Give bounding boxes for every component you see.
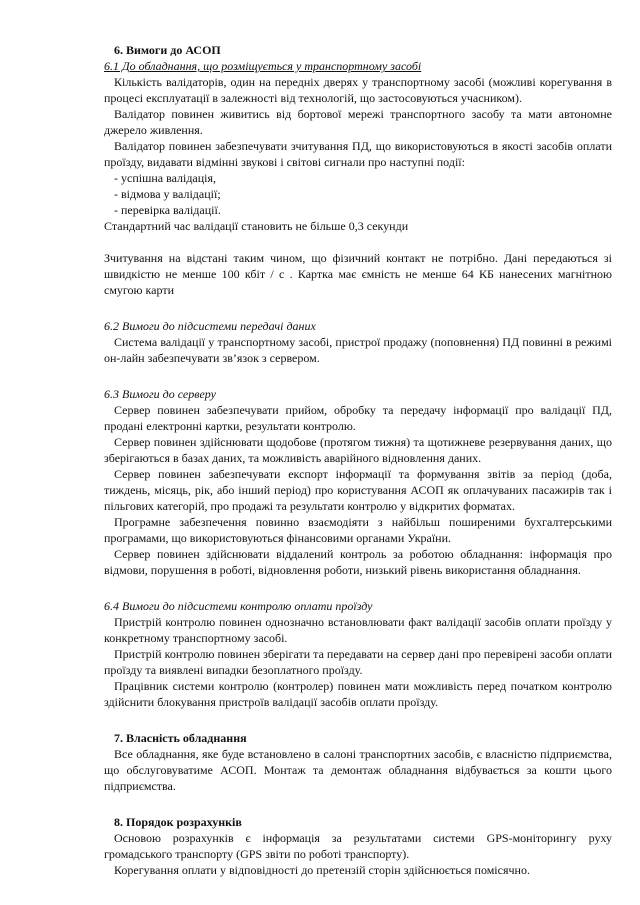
paragraph-validator-power: Валідатор повинен живитись від бортової мережі транспортного засобу та мати автономне джерело живлення. — [104, 107, 612, 137]
paragraph-reading-distance: Зчитування на відстані таким чином, що фізичний контакт не потрібно. Дані передаються зі швидкістю не менше 100 кбіт / с . Картка має ємність не менше 64 КБ нанесених магнітною смугою карти — [104, 251, 612, 297]
section-7-heading: 7. Власність обладнання — [114, 731, 247, 745]
section-8-heading: 8. Порядок розрахунків — [114, 815, 242, 829]
subsection-6-1-heading: 6.1 До обладнання, що розміщується у транспортному засобі — [104, 59, 422, 73]
list-item: - перевірка валідації. — [114, 203, 221, 217]
paragraph-payment-adjustment: Корегування оплати у відповідності до претензій сторін здійснюється помісячно. — [114, 863, 530, 877]
paragraph-controller-blocking: Працівник системи контролю (контролер) повинен мати можливість перед початком контролю здійснити блокування пристроїв валідації засобів оплати проїзду. — [104, 679, 612, 709]
paragraph-server-processing: Сервер повинен забезпечувати прийом, обробку та передачу інформації про валідації ПД, продані електронні картки, результати контролю. — [104, 403, 612, 433]
section-6-heading: 6. Вимоги до АСОП — [114, 43, 221, 57]
paragraph-software-integration: Програмне забезпечення повинно взаємодіяти з найбільш поширеними бухгалтерськими програмами, що використовуються фінансовими органами України. — [104, 515, 612, 545]
paragraph-validator-count: Кількість валідаторів, один на передніх дверях у транспортному засобі (можливі корегування в процесі експлуатації в залежності від технологій, що застосовуються учасником). — [104, 75, 612, 105]
list-item: - відмова у валідації; — [114, 187, 221, 201]
validation-events-list — [104, 170, 612, 218]
paragraph-server-backup: Сервер повинен здійснювати щодобове (протягом тижня) та щотижневе резервування даних, що зберігаються в базах даних, та можливість аварійного відновлення даних. — [104, 435, 612, 465]
paragraph-settlement-basis: Основою розрахунків є інформація за результатами системи GPS-моніторингу руху громадського транспорту (GPS звіти по роботі транспорту). — [104, 831, 612, 861]
paragraph-server-export: Сервер повинен забезпечувати експорт інформації та формування звітів за період (доба, тиждень, місяць, рік, або інший період) про користування АСОП як оплачуваних пасажирів так і пільгових категорій, про продажі та результати контролю у відкритих форматах. — [104, 467, 612, 513]
paragraph-remote-monitoring: Сервер повинен здійснювати віддалений контроль за роботою обладнання: інформація про відмови, порушення в роботі, відновлення роботи, низький рівень використання обладнання. — [104, 547, 612, 577]
paragraph-control-storage: Пристрій контролю повинен зберігати та передавати на сервер дані про перевірені засоби оплати проїзду та виявлені випадки безоплатного проїзду. — [104, 647, 612, 677]
paragraph-validator-reading: Валідатор повинен забезпечувати зчитування ПД, що використовуються в якості засобів оплати проїзду, видавати відмінні звукові і світові сигнали про наступні події: — [104, 139, 612, 169]
paragraph-equipment-ownership: Все обладнання, яке буде встановлено в салоні транспортних засобів, є власністю підприємства, що обслуговуватиме АСОП. Монтаж та демонтаж обладнання відбувається за кошти цього підприємства. — [104, 747, 612, 793]
paragraph-data-transfer: Система валідації у транспортному засобі, пристрої продажу (поповнення) ПД повинні в режимі он-лайн забезпечувати зв’язок з сервером. — [104, 335, 612, 365]
paragraph-validation-time: Стандартний час валідації становить не більше 0,3 секунди — [104, 219, 409, 233]
list-item: - успішна валідація, — [114, 171, 217, 185]
subsection-6-3-heading: 6.3 Вимоги до серверу — [104, 387, 216, 401]
paragraph-control-device: Пристрій контролю повинен однозначно встановлювати факт валідації засобів оплати проїзду у конкретному транспортному засобі. — [104, 615, 612, 645]
subsection-6-2-heading: 6.2 Вимоги до підсистеми передачі даних — [104, 319, 316, 333]
subsection-6-4-heading: 6.4 Вимоги до підсистеми контролю оплати проїзду — [104, 599, 373, 613]
